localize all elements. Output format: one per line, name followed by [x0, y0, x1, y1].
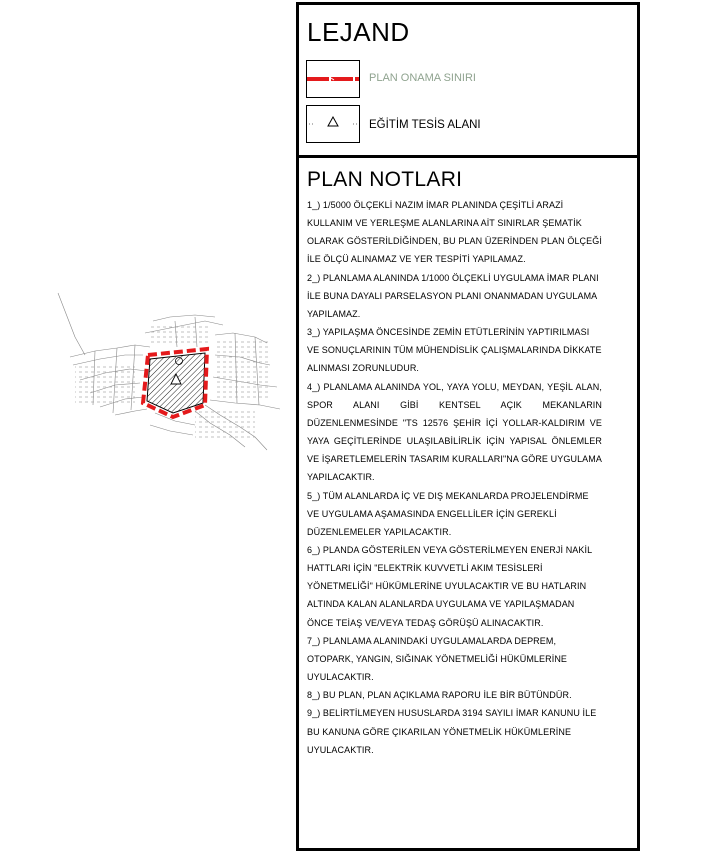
note-item: 9_) BELİRTİLMEYEN HUSUSLARDA 3194 SAYILI İMAR KANUNU İLE BU KANUNA GÖRE ÇIKARILAN YÖNETMELİK HÜKÜMLERİNE UYULACAKTIR. — [307, 708, 597, 755]
legend-notes-panel — [296, 2, 640, 851]
legend-label-boundary: PLAN ONAMA SINIRI — [369, 72, 476, 84]
note-item: 8_) BU PLAN, PLAN AÇIKLAMA RAPORU İLE BİR BÜTÜNDÜR. — [307, 690, 572, 701]
note-item: 6_) PLANDA GÖSTERİLEN VEYA GÖSTERİLMEYEN ENERJİ NAKİL HATTLARI İÇİN "ELEKTRİK KUVVETLİ AKIM TESİSLERİ YÖNETMELİĞİ" HÜKÜMLERİNE UYULACAKTIR VE BU HATLARIN ALTINDA KALAN ALANLARDA UYGULAMA VE YAPILAŞMADAN ÖNCE TEİAŞ VE/VEYA TEDAŞ GÖRÜŞÜ ALINACAKTIR. — [307, 544, 592, 628]
note-item: 5_) TÜM ALANLARDA İÇ VE DIŞ MEKANLARDA PROJELENDİRME VE UYGULAMA AŞAMASINDA ENGELLİLER İÇİN GEREKLİ DÜZENLEMELER YAPILACAKTIR. — [307, 490, 589, 537]
note-item: 3_) YAPILAŞMA ÖNCESİNDE ZEMİN ETÜTLERİNİN YAPTIRILMASI VE SONUÇLARININ TÜM MÜHENDİSLİK ÇALIŞMALARINDA DİKKATE ALINMASI ZORUNLUDUR. — [307, 327, 602, 374]
notes-title: PLAN NOTLARI — [307, 168, 463, 191]
plan-map — [55, 285, 295, 455]
note-item: 1_) 1/5000 ÖLÇEKLİ NAZIM İMAR PLANINDA ÇEŞİTLİ ARAZİ KULLANIM VE YERLEŞME ALANLARINA AİT SINIRLAR ŞEMATİK OLARAK GÖSTERİLDİĞİNDEN, BU PLAN ÜZERİNDEN PLAN ÖLÇEĞİ İLE ÖLÇÜ ALINAMAZ VE YER TESPİTİ YAPILAMAZ. — [307, 200, 602, 265]
note-item: 4_) PLANLAMA ALANINDA YOL, YAYA YOLU, MEYDAN, YEŞİL ALAN, SPOR ALANI GİBİ KENTSEL AÇIK MEKANLARIN DÜZENLENMESİNDE "TS 12576 ŞEHİR İÇİ YOLLAR-KALDIRIM VE YAYA GEÇİTLERİNDE ULAŞILABİLİRLİK İÇİN YAPISAL ÖNLEMLER VE İŞARETLEMELERİN TASARIM KURALLARI"NA GÖRE UYGULAMA YAPILACAKTIR. — [307, 381, 602, 483]
note-item: 2_) PLANLAMA ALANINDA 1/1000 ÖLÇEKLİ UYGULAMA İMAR PLANI İLE BUNA DAYALI PARSELASYON PLANI ONANMADAN UYGULAMA YAPILAMAZ. — [307, 272, 599, 319]
notes-list — [307, 196, 602, 759]
triangle-icon — [306, 105, 360, 143]
legend-section — [299, 5, 637, 158]
red-dashed-boundary-icon — [306, 60, 360, 98]
map-drawing — [55, 285, 295, 455]
note-item: 7_) PLANLAMA ALANINDAKİ UYGULAMALARDA DEPREM, OTOPARK, YANGIN, SIĞINAK YÖNETMELİĞİ HÜKÜMLERİNE UYULACAKTIR. — [307, 635, 568, 683]
legend-label-school: EĞİTİM TESİS ALANI — [369, 119, 481, 131]
legend-title: LEJAND — [307, 17, 410, 47]
